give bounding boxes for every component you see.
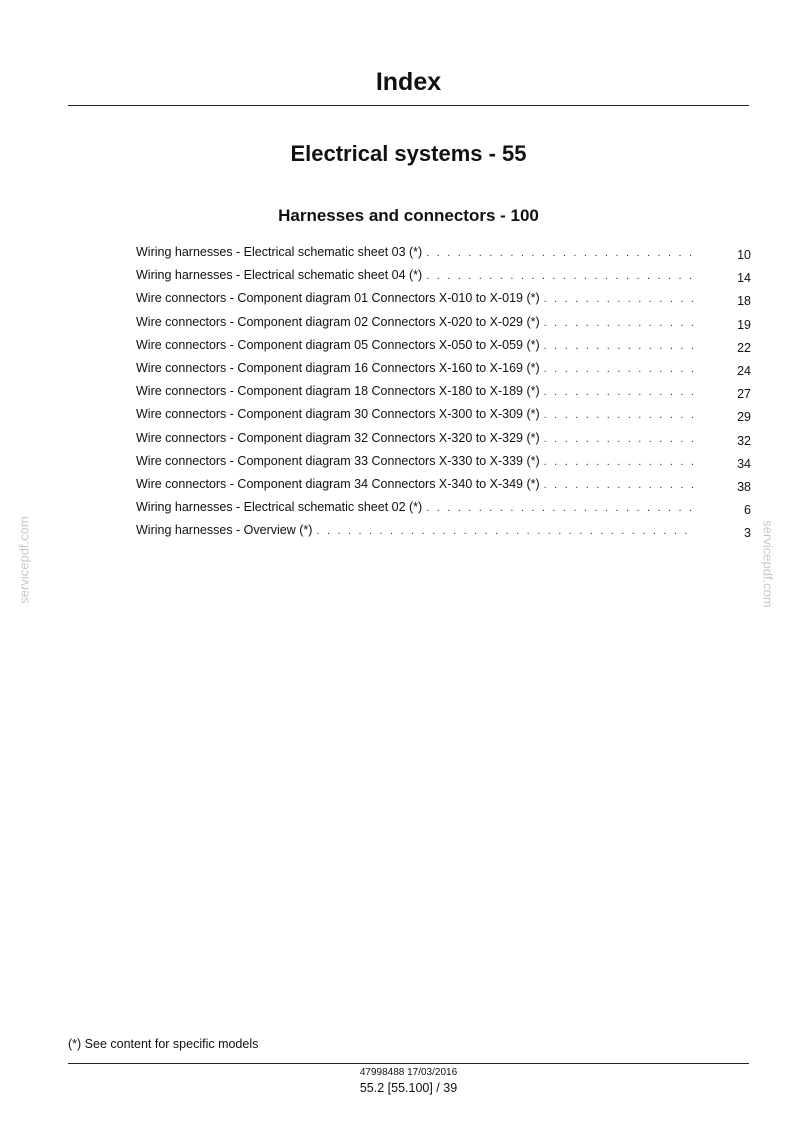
index-entry-page: 38	[737, 479, 751, 494]
index-entry[interactable]	[136, 383, 751, 406]
index-entry-label: Wiring harnesses - Electrical schematic sheet 04 (*)	[136, 268, 423, 283]
index-entry[interactable]	[136, 314, 751, 337]
index-entry-label: Wiring harnesses - Electrical schematic sheet 03 (*)	[136, 245, 423, 259]
index-entry-page: 18	[737, 294, 751, 309]
dot-leader	[426, 268, 695, 284]
index-entry-label: Wire connectors - Component diagram 18 Connectors X-180 to X-189 (*)	[136, 384, 540, 399]
index-entry-label: Wire connectors - Component diagram 01 Connectors X-010 to X-019 (*)	[136, 291, 540, 306]
index-entry[interactable]	[136, 499, 751, 522]
document-id: 47998488 17/03/2016	[359, 1067, 458, 1078]
section-title: Electrical systems - 55	[290, 141, 527, 166]
index-entry-label: Wire connectors - Component diagram 05 Connectors X-050 to X-059 (*)	[136, 337, 540, 352]
subsection-title: Harnesses and connectors - 100	[278, 206, 539, 225]
footnote: (*) See content for specific models	[68, 1037, 259, 1051]
index-entry-label: Wire connectors - Component diagram 30 Connectors X-300 to X-309 (*)	[136, 407, 540, 422]
index-entry[interactable]	[136, 430, 751, 453]
dot-leader	[426, 245, 695, 261]
index-entry[interactable]	[136, 337, 751, 360]
dot-leader	[544, 407, 695, 423]
index-entry-label: Wiring harnesses - Electrical schematic sheet 02 (*)	[136, 500, 423, 515]
index-entry-page: 10	[737, 248, 751, 262]
index-entry-page: 14	[737, 271, 751, 286]
page-number: 55.2 [55.100] / 39	[359, 1081, 458, 1095]
index-list	[136, 244, 751, 545]
index-entry-page: 3	[744, 526, 751, 541]
dot-leader	[426, 500, 695, 516]
index-entry-page: 24	[737, 363, 751, 378]
dot-leader	[544, 477, 695, 493]
index-entry-label: Wire connectors - Component diagram 02 Connectors X-020 to X-029 (*)	[136, 314, 540, 329]
header-divider	[68, 105, 749, 106]
index-entry[interactable]	[136, 453, 751, 476]
footer-divider	[68, 1063, 749, 1064]
index-entry[interactable]	[136, 267, 751, 290]
dot-leader	[544, 315, 695, 331]
dot-leader	[544, 454, 695, 470]
index-entry-page: 34	[737, 456, 751, 471]
dot-leader	[544, 338, 695, 354]
index-entry[interactable]	[136, 244, 751, 267]
watermark-left: servicepdf.com	[16, 516, 32, 604]
index-entry[interactable]	[136, 360, 751, 383]
index-entry[interactable]	[136, 290, 751, 313]
dot-leader	[544, 431, 695, 447]
index-entry-page: 27	[737, 387, 751, 402]
index-entry[interactable]	[136, 476, 751, 499]
dot-leader	[544, 291, 695, 307]
index-entry-label: Wire connectors - Component diagram 33 Connectors X-330 to X-339 (*)	[136, 453, 540, 468]
index-entry-page: 29	[737, 410, 751, 425]
watermark-right: servicepdf.com	[760, 520, 776, 608]
dot-leader	[316, 523, 695, 539]
index-entry[interactable]	[136, 522, 751, 545]
index-entry-page: 22	[737, 340, 751, 355]
dot-leader	[544, 384, 695, 400]
index-entry-label: Wire connectors - Component diagram 32 Connectors X-320 to X-329 (*)	[136, 430, 540, 445]
index-entry-label: Wire connectors - Component diagram 16 Connectors X-160 to X-169 (*)	[136, 360, 540, 375]
dot-leader	[544, 361, 695, 377]
index-entry-page: 19	[737, 317, 751, 332]
index-entry-page: 6	[744, 503, 751, 518]
page-title: Index	[375, 68, 442, 96]
index-entry-label: Wiring harnesses - Overview (*)	[136, 523, 313, 538]
index-entry-page: 32	[737, 433, 751, 448]
index-entry[interactable]	[136, 406, 751, 429]
index-entry-label: Wire connectors - Component diagram 34 Connectors X-340 to X-349 (*)	[136, 476, 540, 491]
